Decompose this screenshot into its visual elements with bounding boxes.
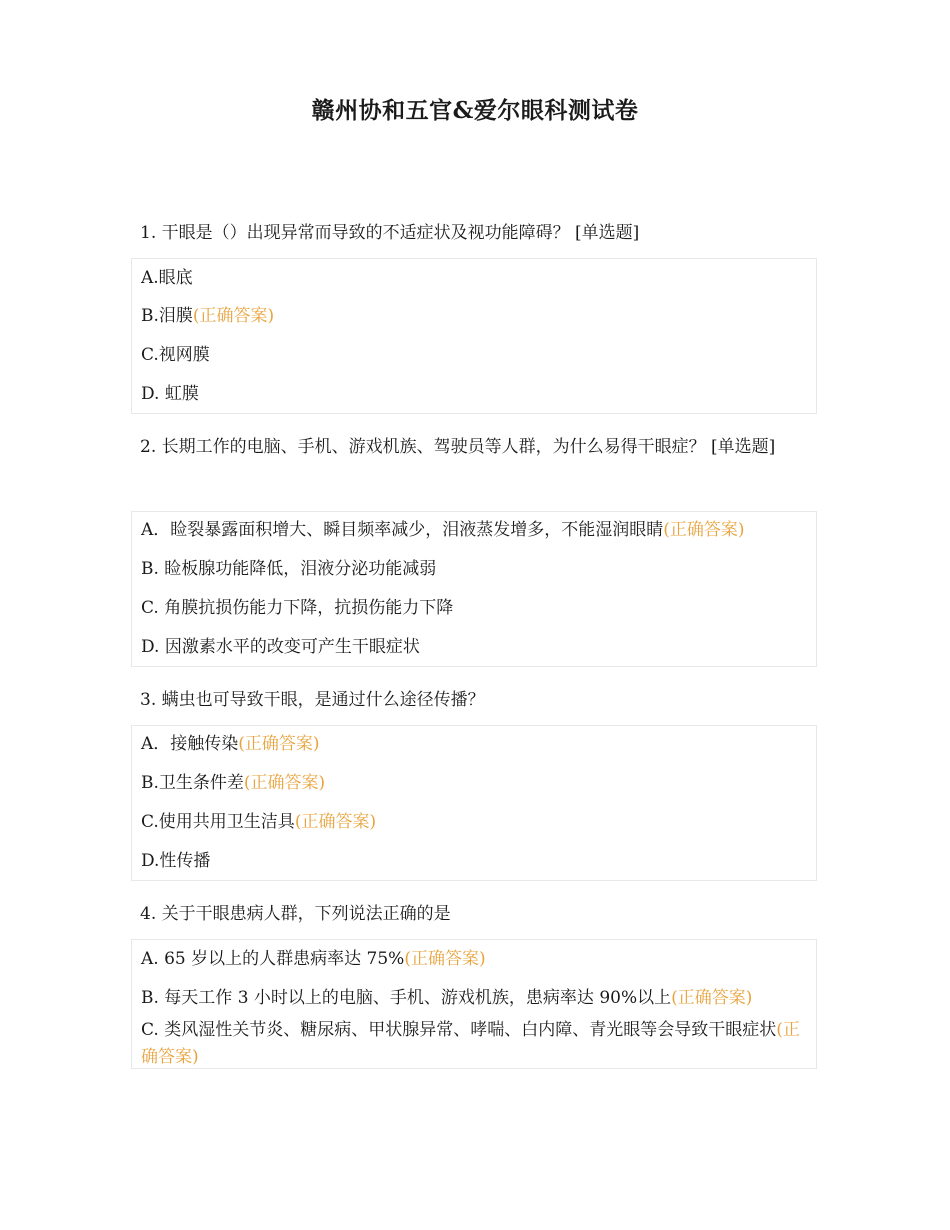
question-1-options xyxy=(131,258,817,414)
option-label: A. 65 岁以上的人群患病率达 75% xyxy=(141,949,405,969)
option-3d[interactable] xyxy=(141,849,806,873)
option-label: D. 因激素水平的改变可产生干眼症状 xyxy=(141,637,420,657)
option-label: C. 角膜抗损伤能力下降，抗损伤能力下降 xyxy=(141,598,454,618)
option-1b[interactable] xyxy=(141,304,806,328)
option-3a[interactable] xyxy=(141,732,806,756)
option-2a[interactable] xyxy=(141,518,806,542)
option-label: A.眼底 xyxy=(141,268,193,288)
correct-answer-mark: (正确答案) xyxy=(141,1020,800,1067)
question-1-text: 1. 干眼是（）出现异常而导致的不适症状及视功能障碍？ [单选题] xyxy=(140,223,640,243)
correct-answer-mark: (正确答案) xyxy=(663,520,745,540)
option-label: B.泪膜 xyxy=(141,306,193,326)
option-3c[interactable] xyxy=(141,810,806,834)
correct-answer-mark: (正确答案) xyxy=(671,988,753,1008)
option-label: B. 睑板腺功能降低，泪液分泌功能减弱 xyxy=(141,559,437,579)
option-2b[interactable] xyxy=(141,557,806,581)
option-label: D.性传播 xyxy=(141,851,211,871)
option-2d[interactable] xyxy=(141,635,806,659)
option-1c[interactable] xyxy=(141,343,806,367)
question-4-options xyxy=(131,939,817,1069)
question-2-options xyxy=(131,511,817,667)
correct-answer-mark: (正确答案) xyxy=(294,812,377,832)
question-2-text: 2. 长期工作的电脑、手机、游戏机族、驾驶员等人群，为什么易得干眼症？ [单选题] xyxy=(140,437,776,457)
option-label: D. 虹膜 xyxy=(141,384,199,404)
option-label: B. 每天工作 3 小时以上的电脑、手机、游戏机族，患病率达 90%以上 xyxy=(141,988,672,1008)
option-label: B.卫生条件差 xyxy=(141,773,244,793)
option-3b[interactable] xyxy=(141,771,806,795)
option-4c[interactable] xyxy=(141,1017,806,1071)
correct-answer-mark: (正确答案) xyxy=(404,949,486,969)
option-1d[interactable] xyxy=(141,382,806,406)
option-label: A．接触传染 xyxy=(141,734,239,754)
option-1a[interactable] xyxy=(141,266,806,290)
option-label: A．睑裂暴露面积增大、瞬目频率减少，泪液蒸发增多，不能湿润眼睛 xyxy=(141,520,664,540)
option-4b[interactable] xyxy=(141,986,806,1010)
correct-answer-mark: (正确答案) xyxy=(192,306,275,326)
option-label: C.使用共用卫生洁具 xyxy=(141,812,295,832)
option-4a[interactable] xyxy=(141,947,806,971)
option-label: C.视网膜 xyxy=(141,345,210,365)
question-3-options xyxy=(131,725,817,881)
question-4-text: 4. 关于干眼患病人群，下列说法正确的是 xyxy=(140,904,451,924)
correct-answer-mark: (正确答案) xyxy=(238,734,320,754)
option-2c[interactable] xyxy=(141,596,806,620)
question-3-text: 3. 螨虫也可导致干眼，是通过什么途径传播？ xyxy=(140,690,485,710)
option-label: C. 类风湿性关节炎、糖尿病、甲状腺异常、哮喘、白内障、青光眼等会导致干眼症状 xyxy=(141,1020,777,1040)
page-title: 赣州协和五官&爱尔眼科测试卷 xyxy=(311,97,639,124)
correct-answer-mark: (正确答案) xyxy=(243,773,326,793)
